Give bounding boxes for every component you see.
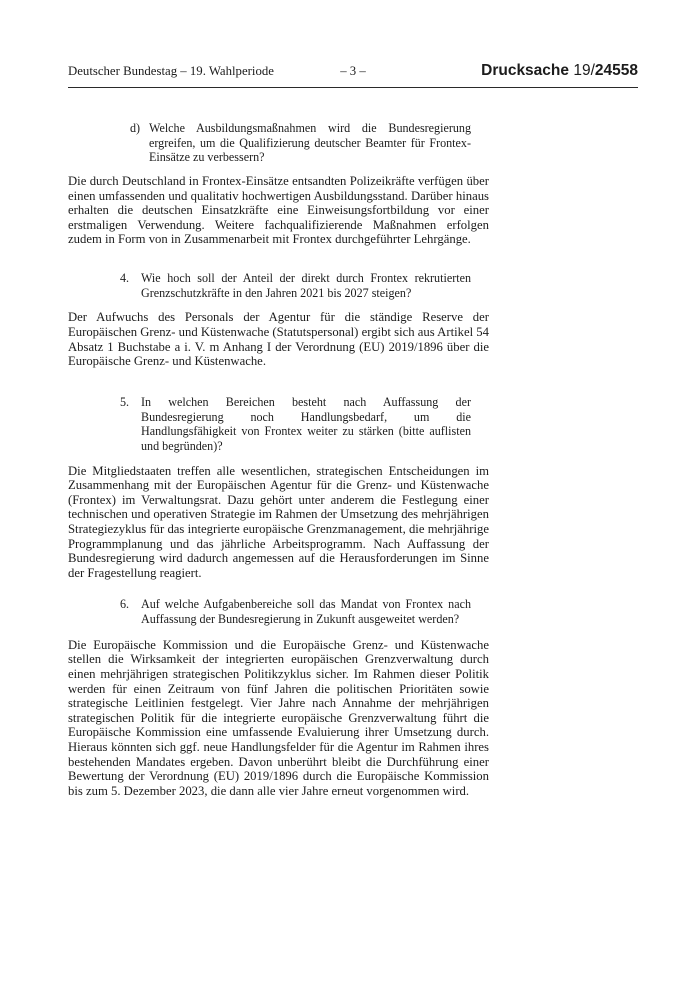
drucksache-number-prefix: 19/: [573, 62, 595, 79]
page-number: – 3 –: [340, 64, 366, 78]
question-6-text: Auf welche Aufgabenbereiche soll das Mandat von Frontex nach Auffassung der Bundesregierung in Zukunft ausgeweitet werden?: [141, 597, 471, 627]
document-body: [68, 121, 700, 798]
question-d-text: Welche Ausbildungsmaßnahmen wird die Bundesregierung ergreifen, um die Qualifizierung deutscher Beamter für Frontex-Einsätze zu verbessern?: [149, 121, 471, 165]
answer-6-paragraph: Die Europäische Kommission und die Europäische Grenz- und Küstenwache stellen die Wirksamkeit der integrierten europäischen Grenzverwaltung durch einen mehrjährigen strategischen Politikzyklus sicher. Im Rahmen dieser Politik werden für einen Zeitraum von fünf Jahren die politischen Prioritäten sowie strategische Leitlinien festgelegt. Vier Jahre nach Annahme der mehrjährigen strategischen Politik für die integrierte europäische Grenzverwaltung führt die Europäische Kommission eine umfassende Evaluierung ihrer Umsetzung durch. Hieraus könnten sich ggf. neue Handlungsfelder für die Agentur im Rahmen ihres bestehenden Mandates ergeben. Davon unberührt bleibt die Durchführung einer Bewertung der Verordnung (EU) 2019/1896 durch die Europäische Kommission bis zum 5. Dezember 2023, die dann alle vier Jahre erneut vorgenommen wird.: [68, 637, 489, 798]
answer-5-paragraph: Die Mitgliedstaaten treffen alle wesentlichen, strategischen Entscheidungen im Zusammenhang mit der Europäischen Agentur für die Grenz- und Küstenwache (Frontex) im Verwaltungsrat. Dazu gehört unter anderem die Festlegung einer technischen und operativen Strategie im Rahmen der Umsetzung des mehrjährigen Strategiezyklus für das integrierte europäische Grenzmanagement, die mehrjährige Programmplanung und das jährliche Arbeitsprogramm. Nach Auffassung der Bundesregierung wird dadurch angemessen auf die Herausforderungen im Sinne der Fragestellung reagiert.: [68, 463, 489, 580]
question-6: [120, 597, 700, 626]
question-d: [130, 121, 700, 165]
question-5-label: 5.: [120, 394, 130, 409]
question-5-text: In welchen Bereichen besteht nach Auffassung der Bundesregierung noch Handlungsbedarf, um die Handlungsfähigkeit von Frontex weiter zu stärken (bitte auflisten und begründen)?: [141, 394, 471, 453]
question-4-label: 4.: [120, 271, 130, 286]
page-header: [68, 62, 638, 88]
header-parliament-label: Deutscher Bundestag – 19. Wahlperiode: [68, 64, 274, 78]
question-4-text: Wie hoch soll der Anteil der direkt durch Frontex rekrutierten Grenzschutzkräfte in den Jahren 2021 bis 2027 steigen?: [141, 271, 471, 300]
question-d-label: d): [130, 121, 141, 135]
answer-d-paragraph: Die durch Deutschland in Frontex-Einsätze entsandten Polizeikräfte verfügen über einen umfassenden und qualitativ hochwertigen Ausbildungsstand. Darüber hinaus erhalten die deutschen Einsatzkräfte eine Einweisungsfortbildung vor einer erstmaligen Verwendung. Weitere fachqualifizierende Maßnahmen erfolgen zudem in Form von in Zusammenarbeit mit Frontex durchgeführter Lehrgänge.: [68, 174, 489, 247]
drucksache-label: Drucksache: [481, 62, 570, 79]
drucksache-number-value: 24558: [594, 62, 638, 79]
drucksache-number: [366, 62, 638, 80]
question-4: [120, 271, 700, 300]
question-6-label: 6.: [120, 597, 130, 612]
question-5: [120, 395, 700, 454]
answer-4-paragraph: Der Aufwuchs des Personals der Agentur für die ständige Reserve der Europäischen Grenz- und Küstenwache (Statutspersonal) ergibt sich aus Artikel 54 Absatz 1 Buchstabe a i. V. m Anhang I der Verordnung (EU) 2019/1896 über die Europäische Grenz- und Küstenwache.: [68, 310, 489, 369]
